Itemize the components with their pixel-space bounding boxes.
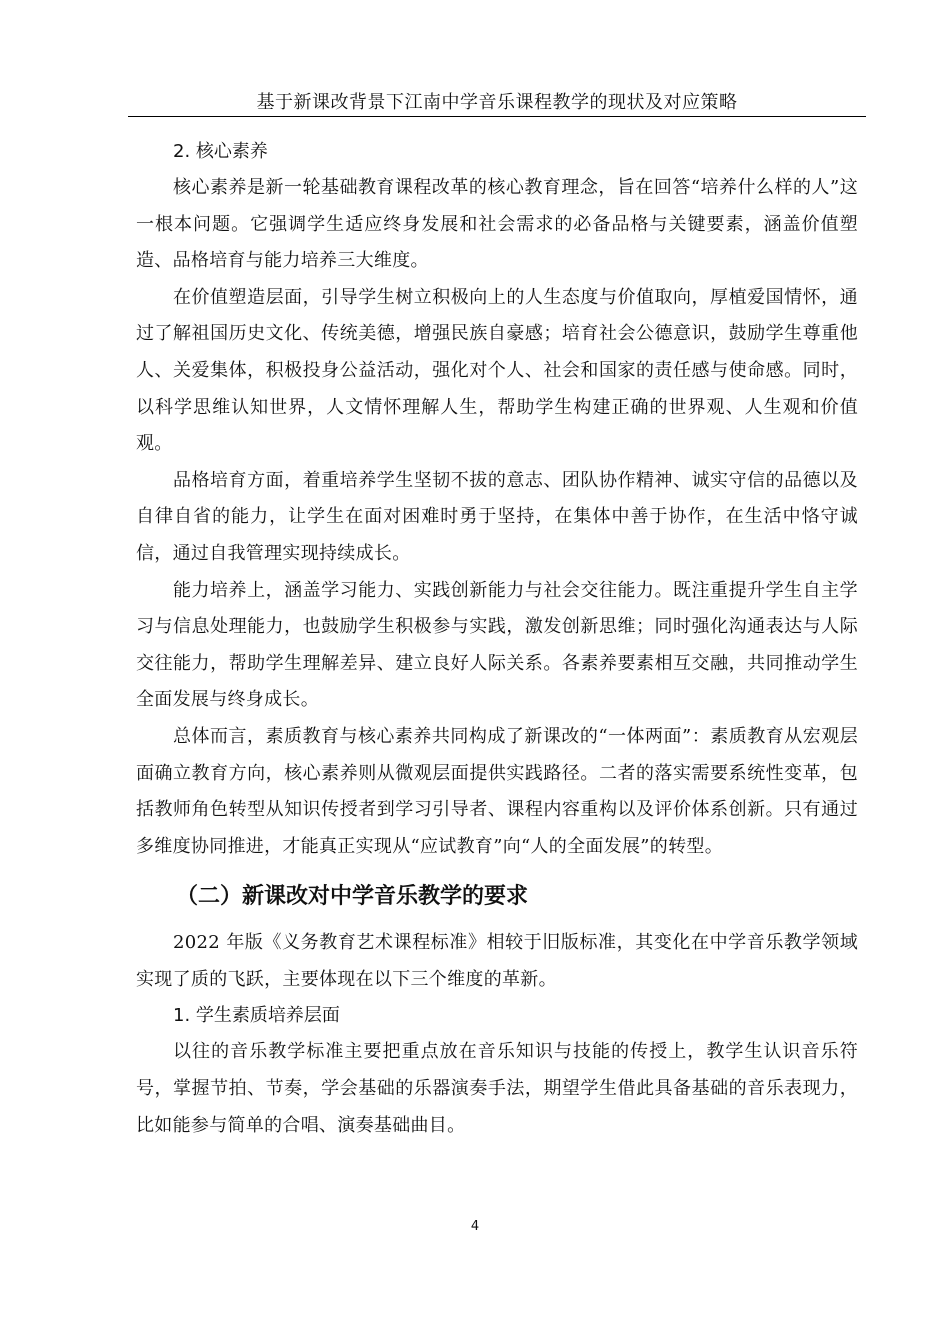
running-header: 基于新课改背景下江南中学音乐课程教学的现状及对应策略	[256, 92, 738, 113]
subsection-heading-student-quality: 1. 学生素质培养层面	[173, 1005, 340, 1027]
section-heading: （二）新课改对中学音乐教学的要求	[176, 884, 529, 910]
paragraph: 品格培育方面，着重培养学生坚韧不拔的意志、团队协作精神、诚实守信的品德以及自律自省的能力，让学生在面对困难时勇于坚持，在集体中善于协作，在生活中恪守诚信，通过自我管理实现持续成长。	[136, 469, 858, 564]
paragraph: 总体而言，素质教育与核心素养共同构成了新课改的“一体两面”：素质教育从宏观层面确立教育方向，核心素养则从微观层面提供实践路径。二者的落实需要系统性变革，包括教师角色转型从知识传授者到学习引导者、课程内容重构以及评价体系创新。只有通过多维度协同推进，才能真正实现从“应试教育”向“人的全面发展”的转型。	[136, 725, 858, 857]
paragraph: 能力培养上，涵盖学习能力、实践创新能力与社会交往能力。既注重提升学生自主学习与信息处理能力，也鼓励学生积极参与实践，激发创新思维；同时强化沟通表达与人际交往能力，帮助学生理解差异、建立良好人际关系。各素养要素相互交融，共同推动学生全面发展与终身成长。	[136, 579, 858, 711]
page-number: 4	[470, 1219, 480, 1234]
paragraph: 2022 年版《义务教育艺术课程标准》相较于旧版标准，其变化在中学音乐教学领域实现了质的飞跃，主要体现在以下三个维度的革新。	[136, 932, 858, 990]
paragraph: 在价值塑造层面，引导学生树立积极向上的人生态度与价值取向，厚植爱国情怀，通过了解祖国历史文化、传统美德，增强民族自豪感；培育社会公德意识，鼓励学生尊重他人、关爱集体，积极投身公益活动，强化对个人、社会和国家的责任感与使命感。同时，以科学思维认知世界，人文情怀理解人生，帮助学生构建正确的世界观、人生观和价值观。	[136, 286, 858, 455]
paragraph: 核心素养是新一轮基础教育课程改革的核心教育理念，旨在回答“培养什么样的人”这一根本问题。它强调学生适应终身发展和社会需求的必备品格与关键要素，涵盖价值塑造、品格培育与能力培养三大维度。	[136, 177, 858, 272]
page-body	[136, 134, 858, 1144]
subsection-heading-core-literacy: 2. 核心素养	[173, 141, 268, 162]
header-rule	[128, 116, 866, 117]
paragraph: 以往的音乐教学标准主要把重点放在音乐知识与技能的传授上，教学生认识音乐符号，掌握节拍、节奏，学会基础的乐器演奏手法，期望学生借此具备基础的音乐表现力，比如能参与简单的合唱、演奏基础曲目。	[136, 1041, 858, 1136]
